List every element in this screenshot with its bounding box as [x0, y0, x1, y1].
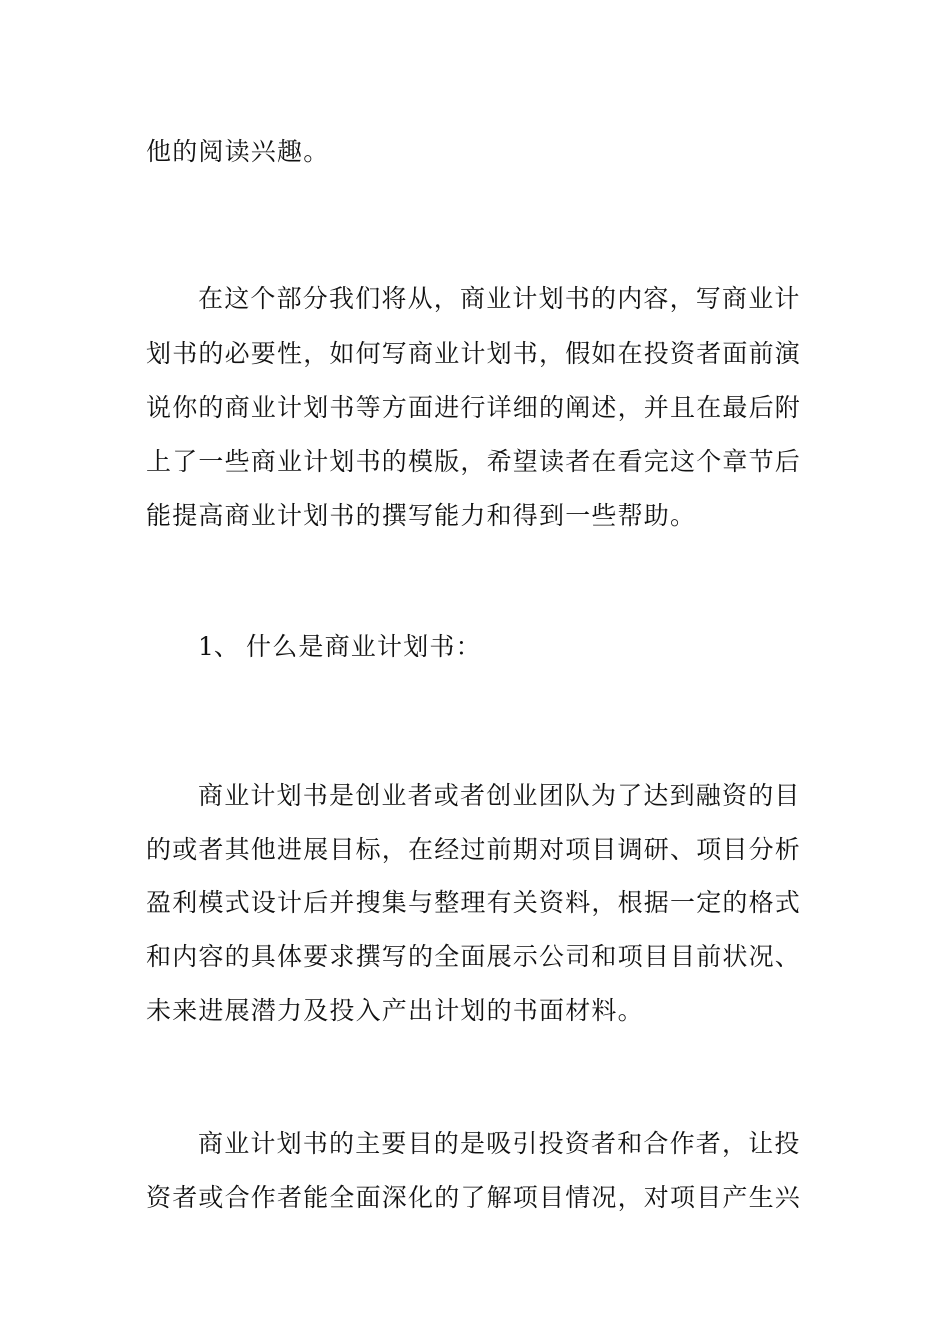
- section-number: 1、: [198, 632, 239, 661]
- section-title: 什么是商业计划书：: [246, 632, 482, 661]
- paragraph-line: 和内容的具体要求撰写的全面展示公司和项目目前状况、: [146, 942, 802, 971]
- paragraph-line: 能提高商业计划书的撰写能力和得到一些帮助。: [146, 501, 697, 530]
- paragraph-line: 在这个部分我们将从，商业计划书的内容，写商业计: [198, 284, 801, 313]
- paragraph-line: 未来进展潜力及投入产出计划的书面材料。: [146, 996, 644, 1025]
- paragraph-line: 资者或合作者能全面深化的了解项目情况，对项目产生兴: [146, 1183, 802, 1212]
- paragraph-line: 划书的必要性，如何写商业计划书，假如在投资者面前演: [146, 339, 802, 368]
- paragraph-line: 他的阅读兴趣。: [146, 137, 330, 166]
- paragraph-line: 商业计划书的主要目的是吸引投资者和合作者，让投: [198, 1129, 801, 1158]
- paragraph-line: 盈利模式设计后并搜集与整理有关资料，根据一定的格式: [146, 888, 802, 917]
- paragraph-line: 上了一些商业计划书的模版，希望读者在看完这个章节后: [146, 447, 802, 476]
- paragraph-line: 商业计划书是创业者或者创业团队为了达到融资的目: [198, 781, 801, 810]
- paragraph-line: 的或者其他进展目标，在经过前期对项目调研、项目分析: [146, 835, 802, 864]
- paragraph-line: 说你的商业计划书等方面进行详细的阐述，并且在最后附: [146, 393, 802, 422]
